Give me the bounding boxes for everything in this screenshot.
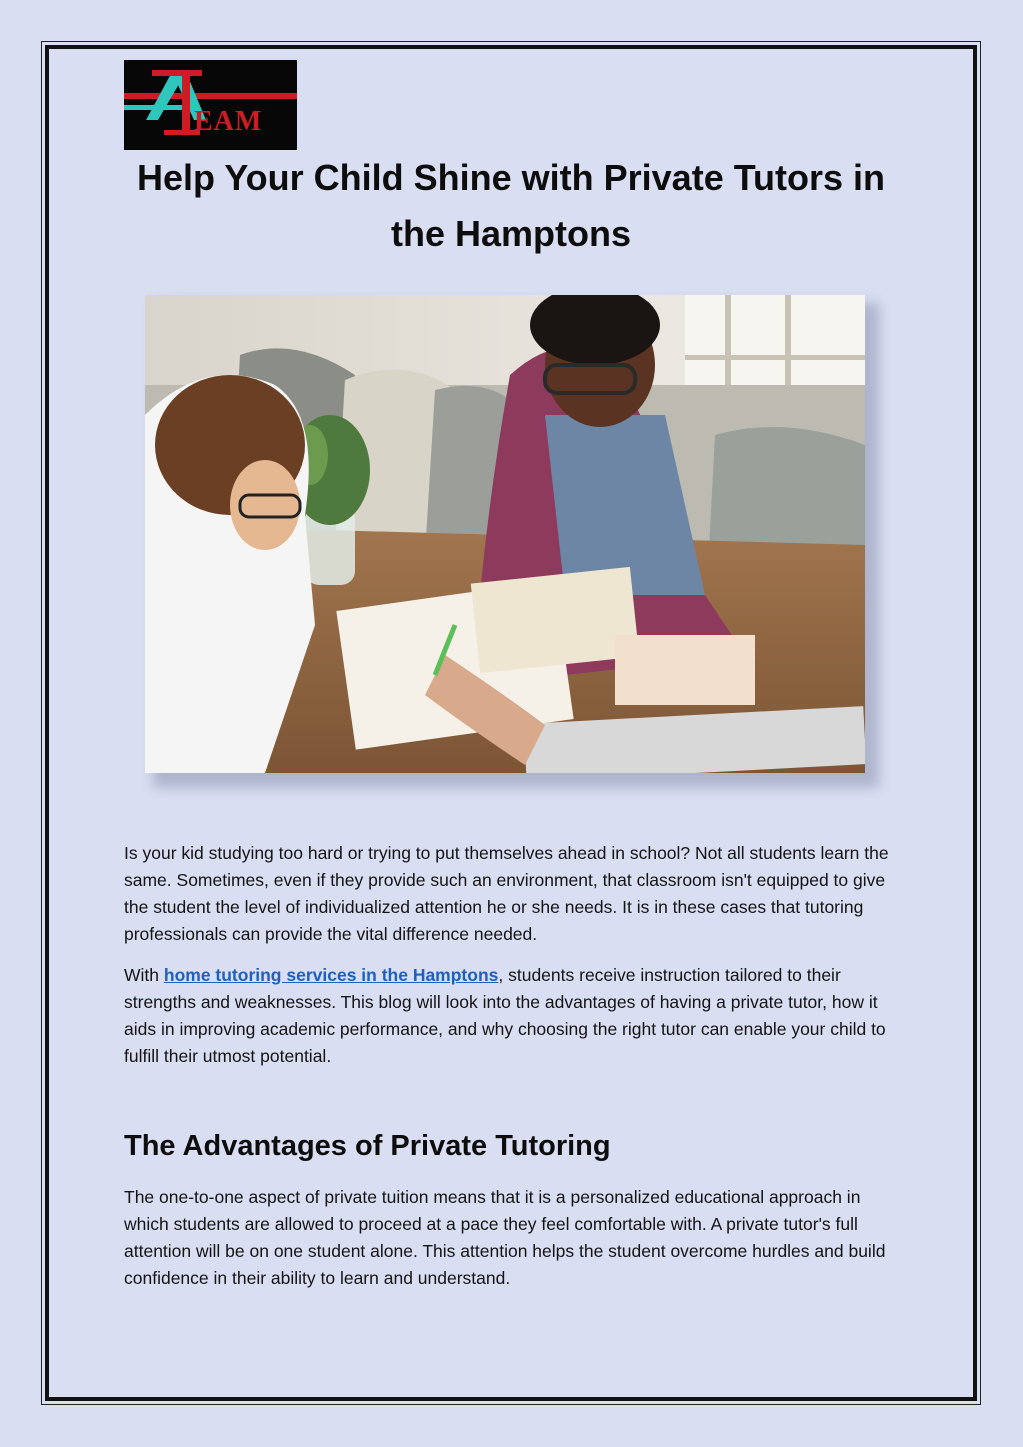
paragraph-prefix: With <box>124 965 164 985</box>
section-heading: The Advantages of Private Tutoring <box>124 1130 611 1162</box>
logo-lettering: EAM <box>194 106 263 137</box>
services-paragraph <box>124 962 904 1070</box>
hero-photo <box>145 295 865 773</box>
advantages-paragraph: The one-to-one aspect of private tuition means that it is a personalized educational approach in which students are allowed to proceed at a pace they feel comfortable with. A private tutor's full attention will be on one student alone. This attention helps the student overcome hurdles and build confidence in their ability to learn and understand. <box>124 1187 886 1288</box>
page-title: Help Your Child Shine with Private Tutors in the Hamptons <box>136 157 886 254</box>
a-team-logo <box>124 60 297 150</box>
paragraph-suffix: , students receive instruction tailored to their strengths and weaknesses. This blog will look into the advantages of having a private tutor, how it aids in improving academic performance, and why choosing the right tutor can enable your child to fulfill their utmost potential. <box>124 965 886 1066</box>
home-tutoring-link[interactable]: home tutoring services in the Hamptons <box>163 965 499 985</box>
tutoring-photo-icon <box>145 295 865 773</box>
intro-paragraph: Is your kid studying too hard or trying to put themselves ahead in school? Not all students learn the same. Sometimes, even if they provide such an environment, that classroom isn't equipped to give the student the level of individualized attention he or she needs. It is in these cases that tutoring professionals can provide the vital difference needed. <box>124 843 889 944</box>
